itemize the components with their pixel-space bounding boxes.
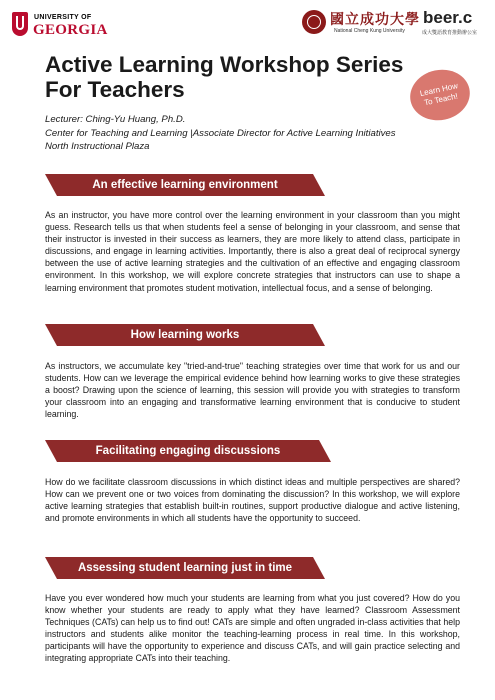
section-body-environment: As an instructor, you have more control over the learning environment in your classroom than you might guess. Research tells us that when students feel a sense of belonging in your classroom, and sense that their instructor is invested in their success as learners, they are more likely to attend class, participate in discussions, and engage in learning activities. Importantly, there is also a great deal of reciprocal synergy between the use of active learning strategies and the cultivation of an effective and engaging classroom environment. In this workshop, we will explore concrete strategies that instructors can use to shape a learning environment that promotes student motivation, intellectual focus, and a sense of belonging. bbox=[45, 210, 460, 293]
section-body-assessment: Have you ever wondered how much your students are learning from what you just covered? How do you know whether your students are ready to apply what they have learned? Classroom Assessment Techniques (CATs) can help us to find out! CATs are simple and often ungraded in-class activities that help instructors and students alike monitor the teaching-learning process in real time. In this workshop, participants will have the opportunity to experience and discuss CATs, and will gain practice selecting and integrating appropriate CATs into their teaching. bbox=[45, 593, 460, 664]
section-heading-assessment: Assessing student learning just in time bbox=[57, 557, 313, 579]
section-body-discussions: How do we facilitate classroom discussions in which distinct ideas and multiple perspectives are shared? How can we prevent one or two voices from dominating the discussion? In this workshop, we will explore active learning strategies that establish built-in routines, support productive dialogue and active listening, and promote environments in which all students have the opportunity to succeed. bbox=[45, 477, 460, 524]
uga-logo-main: GEORGIA bbox=[33, 22, 108, 38]
page-title bbox=[45, 52, 425, 102]
uga-logo-top: UNIVERSITY OF bbox=[34, 14, 92, 21]
ncku-seal-icon bbox=[302, 10, 326, 34]
uga-logo bbox=[12, 12, 108, 38]
uga-shield-icon bbox=[12, 12, 28, 36]
ncku-logo-chinese: 國立成功大學 bbox=[330, 12, 420, 28]
section-body-how-learning-works: As instructors, we accumulate key "tried-and-true" teaching strategies over time that work for us and our students. How can we leverage the empirical evidence behind how learning works to give these strategies a boost? Drawing upon the science of learning, this session will provide you with strategies to transform your classroom into an engaging and transformative learning environment that is conducive to student learning. bbox=[45, 361, 460, 420]
title-line-1: Active Learning Workshop Series bbox=[45, 52, 404, 77]
lecturer-info bbox=[45, 113, 396, 154]
section-heading-environment: An effective learning environment bbox=[57, 174, 313, 196]
lecturer-affiliation: Center for Teaching and Learning |Associate Director for Active Learning Initiatives bbox=[45, 127, 396, 139]
section-heading-how-learning-works: How learning works bbox=[57, 324, 313, 346]
workshop-location: North Instructional Plaza bbox=[45, 141, 150, 152]
ncku-logo-english: National Cheng Kung University bbox=[334, 28, 405, 34]
learn-badge-text: Learn How To Teach! bbox=[418, 81, 459, 108]
title-line-2: For Teachers bbox=[45, 77, 185, 102]
lecturer-name: Lecturer: Ching-Yu Huang, Ph.D. bbox=[45, 114, 186, 125]
beer-logo: beer.c bbox=[423, 8, 473, 27]
beer-logo-subtitle: 成大雙語教育推動辦公室 bbox=[422, 30, 478, 36]
section-heading-discussions: Facilitating engaging discussions bbox=[57, 440, 319, 462]
